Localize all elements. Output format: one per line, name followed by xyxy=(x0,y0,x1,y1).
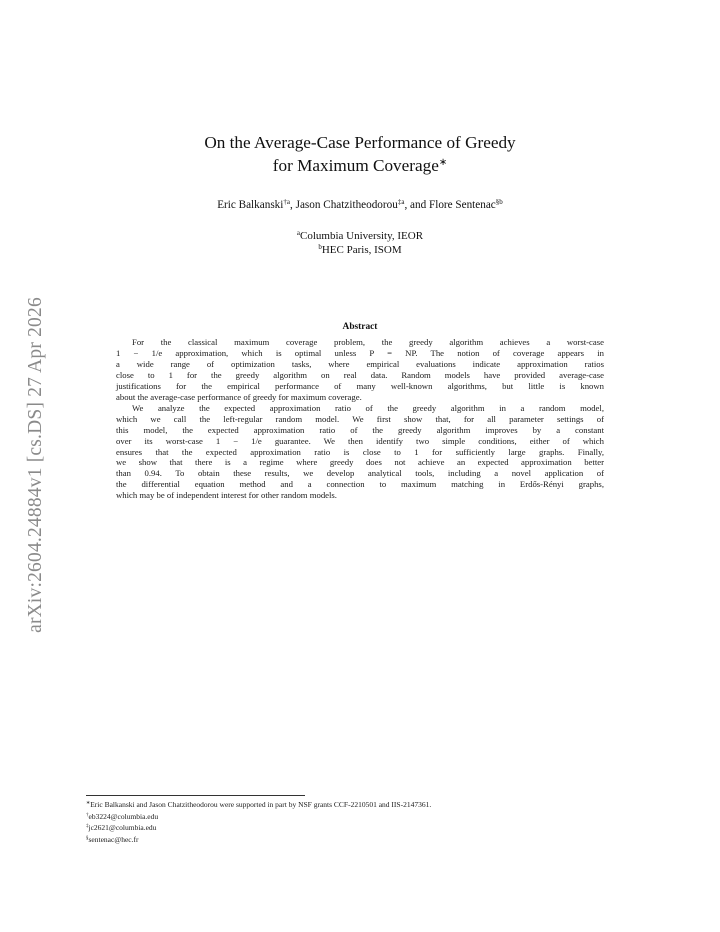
footnote-email: jc2621@columbia.edu xyxy=(88,823,157,833)
footnote-mark: ∗ xyxy=(86,801,91,806)
abstract-line: than 0.94. To obtain these results, we develop analytical tools, including a novel application of xyxy=(116,468,604,479)
footnote xyxy=(86,822,646,834)
abstract-line: which may be of independent interest for other random models. xyxy=(116,490,337,501)
author-separator: , xyxy=(290,199,296,211)
footnote-email: sentenac@hec.fr xyxy=(88,835,139,845)
author-list xyxy=(0,199,720,211)
author-name: Eric Balkanski xyxy=(217,199,284,211)
title-line-1: On the Average-Case Performance of Greedy xyxy=(204,133,516,152)
footnote-text: Eric Balkanski and Jason Chatzitheodorou were supported in part by NSF grants CCF-2210501 and IIS-2147361. xyxy=(90,800,432,809)
affiliation-mark: b xyxy=(318,243,322,251)
abstract-body xyxy=(116,337,604,501)
footnote xyxy=(86,811,646,823)
arxiv-identifier-stamp: arXiv:2604.24884v1 [cs.DS] 27 Apr 2026 xyxy=(25,297,46,633)
affiliation-text: HEC Paris, ISOM xyxy=(321,244,402,256)
abstract-line: ensures that the expected approximation ratio is close to 1 for sufficiently large graphs. Finally, xyxy=(116,446,604,457)
author-mark: ‡a xyxy=(397,198,405,206)
abstract-line: For the classical maximum coverage problem, the greedy algorithm achieves a worst-case xyxy=(132,337,604,347)
footnote-mark: ‡ xyxy=(86,824,89,830)
abstract-line: over its worst-case 1 − 1/e guarantee. We then identify two simple conditions, either of which xyxy=(116,435,604,446)
abstract-line: justifications for the empirical performance of many well-known algorithms, but little is known xyxy=(116,380,604,391)
footnote-email: eb3224@columbia.edu xyxy=(88,811,159,821)
footnote xyxy=(86,834,646,846)
title-line-2-text: for Maximum Coverage xyxy=(272,156,439,175)
affiliation-mark: a xyxy=(296,229,301,237)
footnotes xyxy=(86,799,646,846)
abstract-line: we show that there is a regime where greedy does not achieve an expected approximation better xyxy=(116,457,604,468)
author-name: Flore Sentenac xyxy=(428,199,496,211)
author-name: Jason Chatzitheodorou xyxy=(295,199,398,211)
abstract-line: a wide range of optimization tasks, where empirical evaluations indicate approximation ratios xyxy=(116,358,604,369)
abstract-heading: Abstract xyxy=(342,322,378,332)
footnote-rule xyxy=(86,795,305,796)
footnote-mark: § xyxy=(86,836,89,842)
footnote-mark: † xyxy=(86,812,89,818)
author-mark: †a xyxy=(283,198,290,206)
paper-title xyxy=(0,131,720,177)
abstract-line: which we call the left-regular random model. We first show that, for all parameter settings of xyxy=(116,413,604,424)
title-line-2 xyxy=(0,154,720,177)
affiliation xyxy=(0,243,720,257)
abstract-line: close to 1 for the greedy algorithm on real data. Random models have provided average-case xyxy=(116,369,604,380)
footnote xyxy=(86,799,646,811)
abstract-line: this model, the expected approximation ratio of the greedy algorithm improves by a constant xyxy=(116,424,604,435)
abstract-line: 1 − 1/e approximation, which is optimal unless P = NP. The notion of coverage appears in xyxy=(116,347,604,358)
author-separator: , and xyxy=(404,199,429,211)
author-mark: §b xyxy=(495,198,503,206)
affiliation xyxy=(0,229,720,243)
affiliation-list xyxy=(0,229,720,257)
abstract-line: We analyze the expected approximation ratio of the greedy algorithm in a random model, xyxy=(132,402,604,413)
abstract-line: the differential equation method and a connection to maximum matching in Erdős-Rényi graphs, xyxy=(116,479,604,490)
affiliation-text: Columbia University, IEOR xyxy=(300,230,424,242)
abstract-line: about the average-case performance of greedy for maximum coverage. xyxy=(116,391,362,402)
title-footnote-mark: ∗ xyxy=(438,157,448,168)
